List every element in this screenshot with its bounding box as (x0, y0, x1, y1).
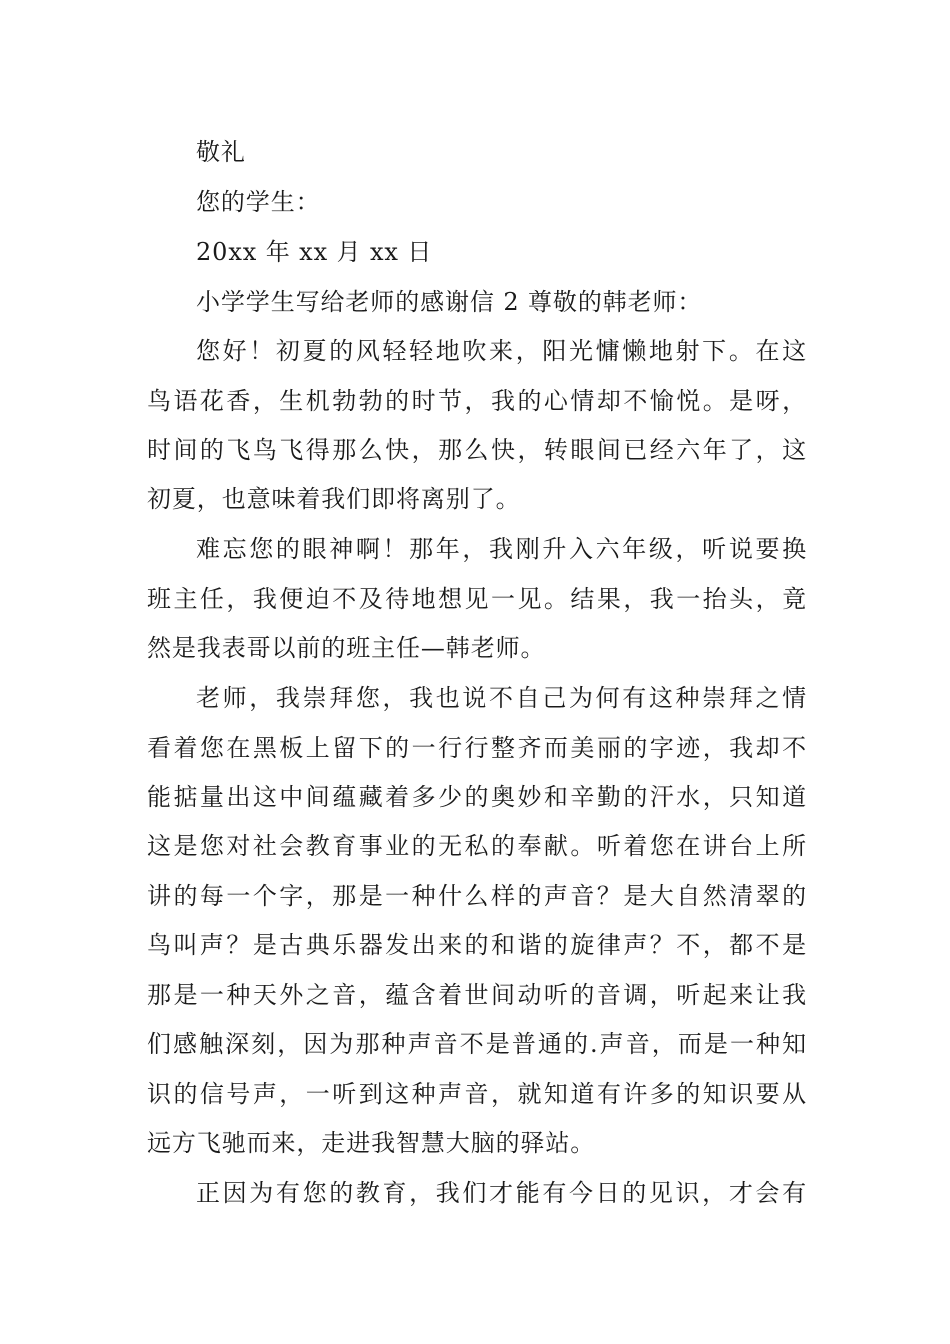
paragraph-line: 看着您在黑板上留下的一行行整齐而美丽的字迹，我却不 (147, 734, 807, 762)
date-text: 20xx 年 xx 月 xx 日 (196, 238, 433, 266)
paragraph-line: 鸟叫声？是古典乐器发出来的和谐的旋律声？不，都不是 (147, 931, 807, 959)
paragraph-line: 那是一种天外之音，蕴含着世间动听的音调，听起来让我 (147, 981, 807, 1009)
paragraph-line: 老师，我崇拜您，我也说不自己为何有这种崇拜之情 (196, 684, 807, 712)
paragraph-line: 时间的飞鸟飞得那么快，那么快，转眼间已经六年了，这 (147, 436, 807, 464)
letter-title: 小学学生写给老师的感谢信 2 尊敬的韩老师： (196, 288, 703, 316)
paragraph-line: 难忘您的眼神啊！那年，我刚升入六年级，听说要换 (196, 535, 807, 563)
paragraph-line: 初夏，也意味着我们即将离别了。 (147, 485, 521, 513)
paragraph-line: 然是我表哥以前的班主任—韩老师。 (147, 634, 546, 662)
paragraph-line: 远方飞驰而来，走进我智慧大脑的驿站。 (147, 1129, 596, 1157)
paragraph-line: 这是您对社会教育事业的无私的奉献。听着您在讲台上所 (147, 832, 807, 860)
paragraph-line: 讲的每一个字，那是一种什么样的声音？是大自然清翠的 (147, 882, 807, 910)
paragraph-line: 识的信号声，一听到这种声音，就知道有许多的知识要从 (147, 1080, 807, 1108)
paragraph-line: 班主任，我便迫不及待地想见一见。结果，我一抬头，竟 (147, 585, 807, 613)
paragraph-line: 们感触深刻，因为那种声音不是普通的.声音，而是一种知 (147, 1030, 807, 1058)
paragraph-line: 您好！初夏的风轻轻地吹来，阳光慵懒地射下。在这 (196, 337, 807, 365)
paragraph-line: 正因为有您的教育，我们才能有今日的见识，才会有 (196, 1179, 807, 1207)
signature-text: 您的学生： (196, 188, 321, 216)
paragraph-line: 鸟语花香，生机勃勃的时节，我的心情却不愉悦。是呀， (147, 387, 807, 415)
paragraph-line: 能掂量出这中间蕴藏着多少的奥妙和辛勤的汗水，只知道 (147, 783, 807, 811)
closing-text: 敬礼 (196, 138, 246, 166)
